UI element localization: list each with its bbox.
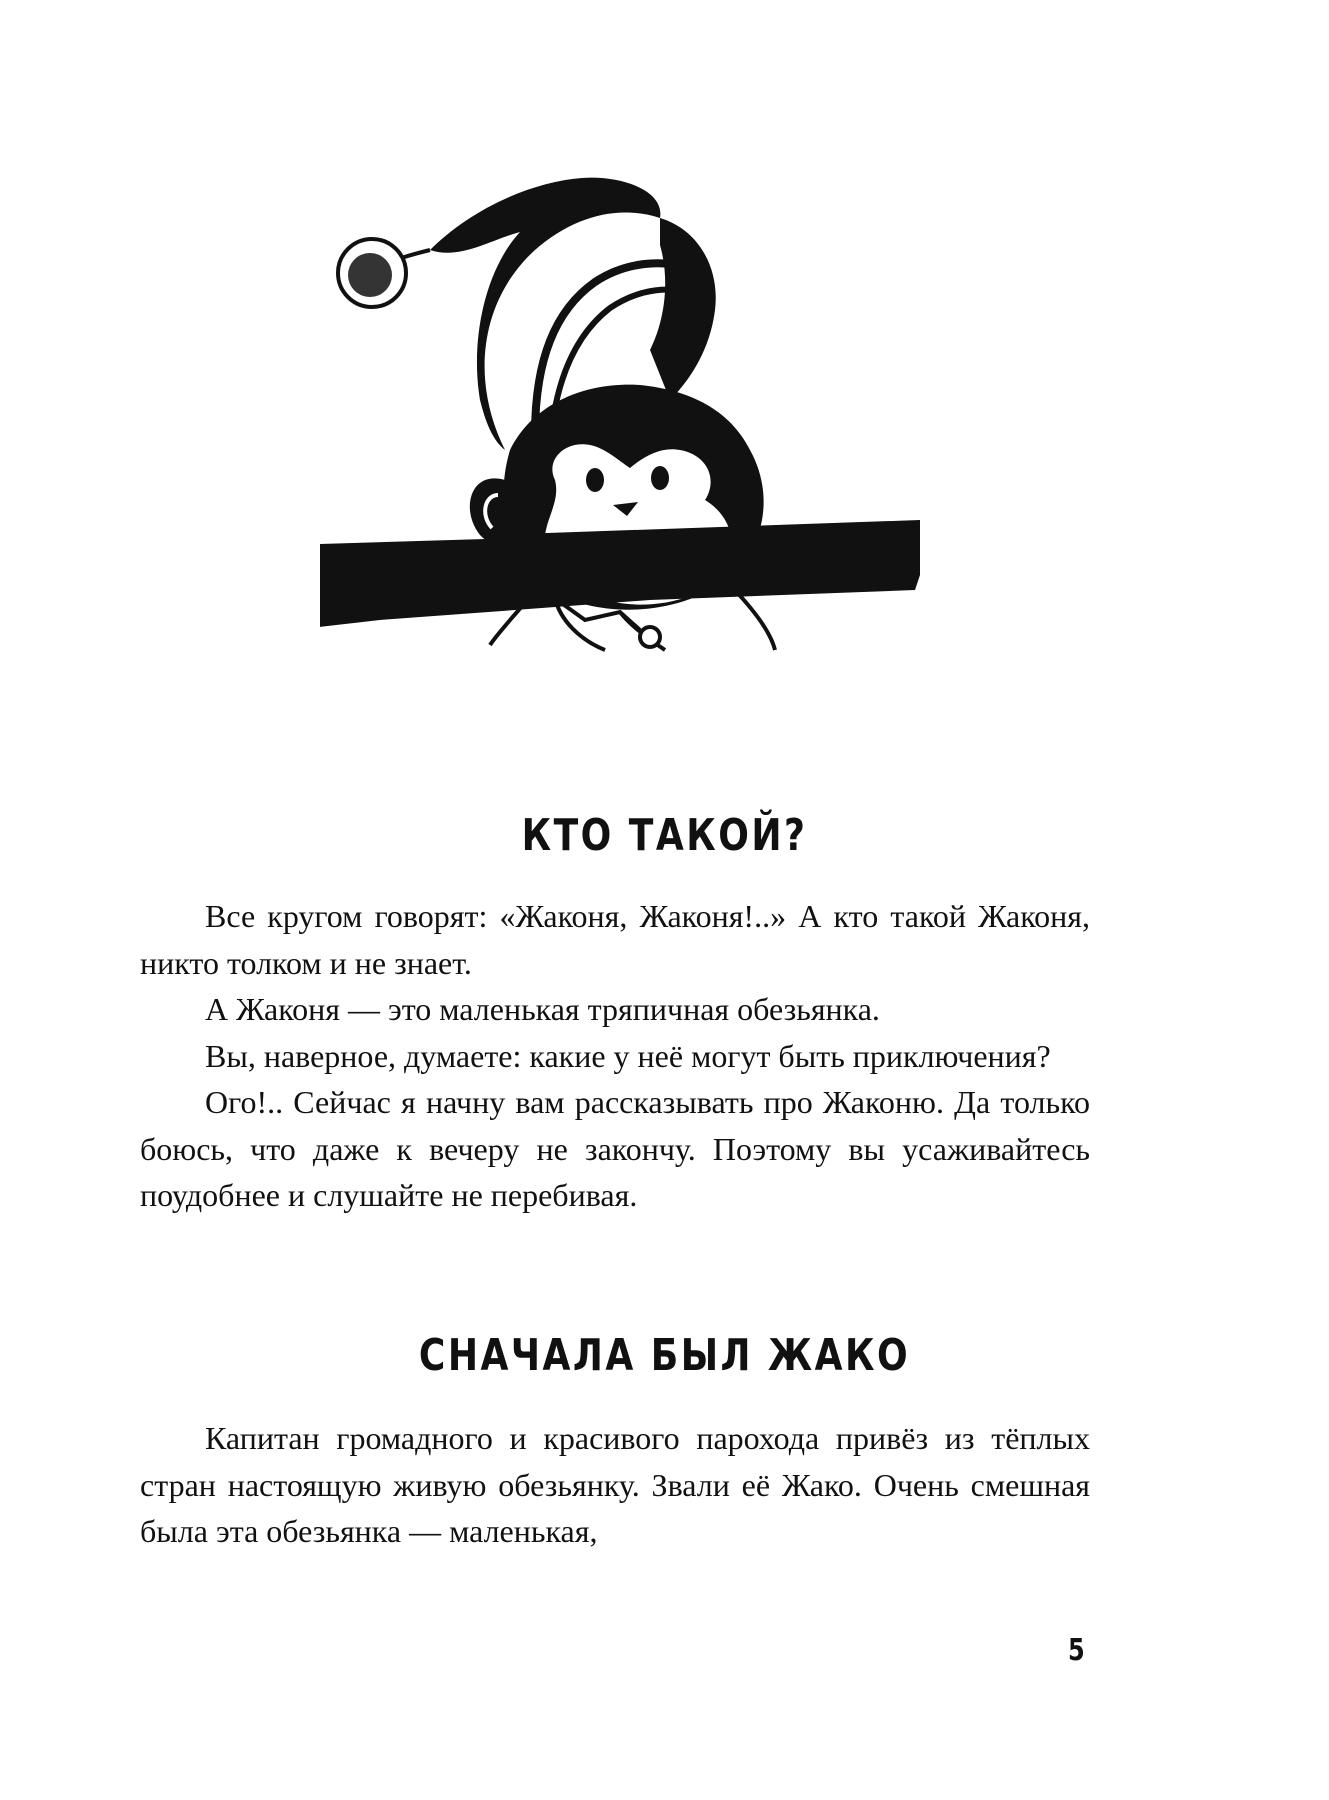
section-text (140, 893, 1090, 1219)
paragraph: Капитан громадного и красивого парохода привёз из тёплых стран настоящую живую обезьянку. Звали её Жако. Очень смешная была эта обезьянка — маленькая, (140, 1420, 1090, 1549)
monkey-in-nightcap-icon (320, 150, 920, 660)
page-number: 5 (1068, 1633, 1085, 1668)
paragraph: А Жаконя — это маленькая тряпичная обезьянка. (205, 991, 880, 1027)
section-text (140, 1415, 1090, 1555)
paragraph: Ого!.. Сейчас я начну вам рассказывать про Жаконю. Да только боюсь, что даже к вечеру не закончу. Поэтому вы усаживайтесь поудобнее и слушайте не перебивая. (140, 1084, 1090, 1213)
paragraph: Вы, наверное, думаете: какие у неё могут быть приключения? (205, 1037, 1051, 1074)
paragraph: Все кругом говорят: «Жаконя, Жаконя!..» А кто такой Жаконя, никто толком и не знает. (140, 898, 1090, 981)
section-title: СНАЧАЛА БЫЛ ЖАКО (418, 1330, 911, 1381)
section-title: КТО ТАКОЙ? (521, 810, 808, 861)
